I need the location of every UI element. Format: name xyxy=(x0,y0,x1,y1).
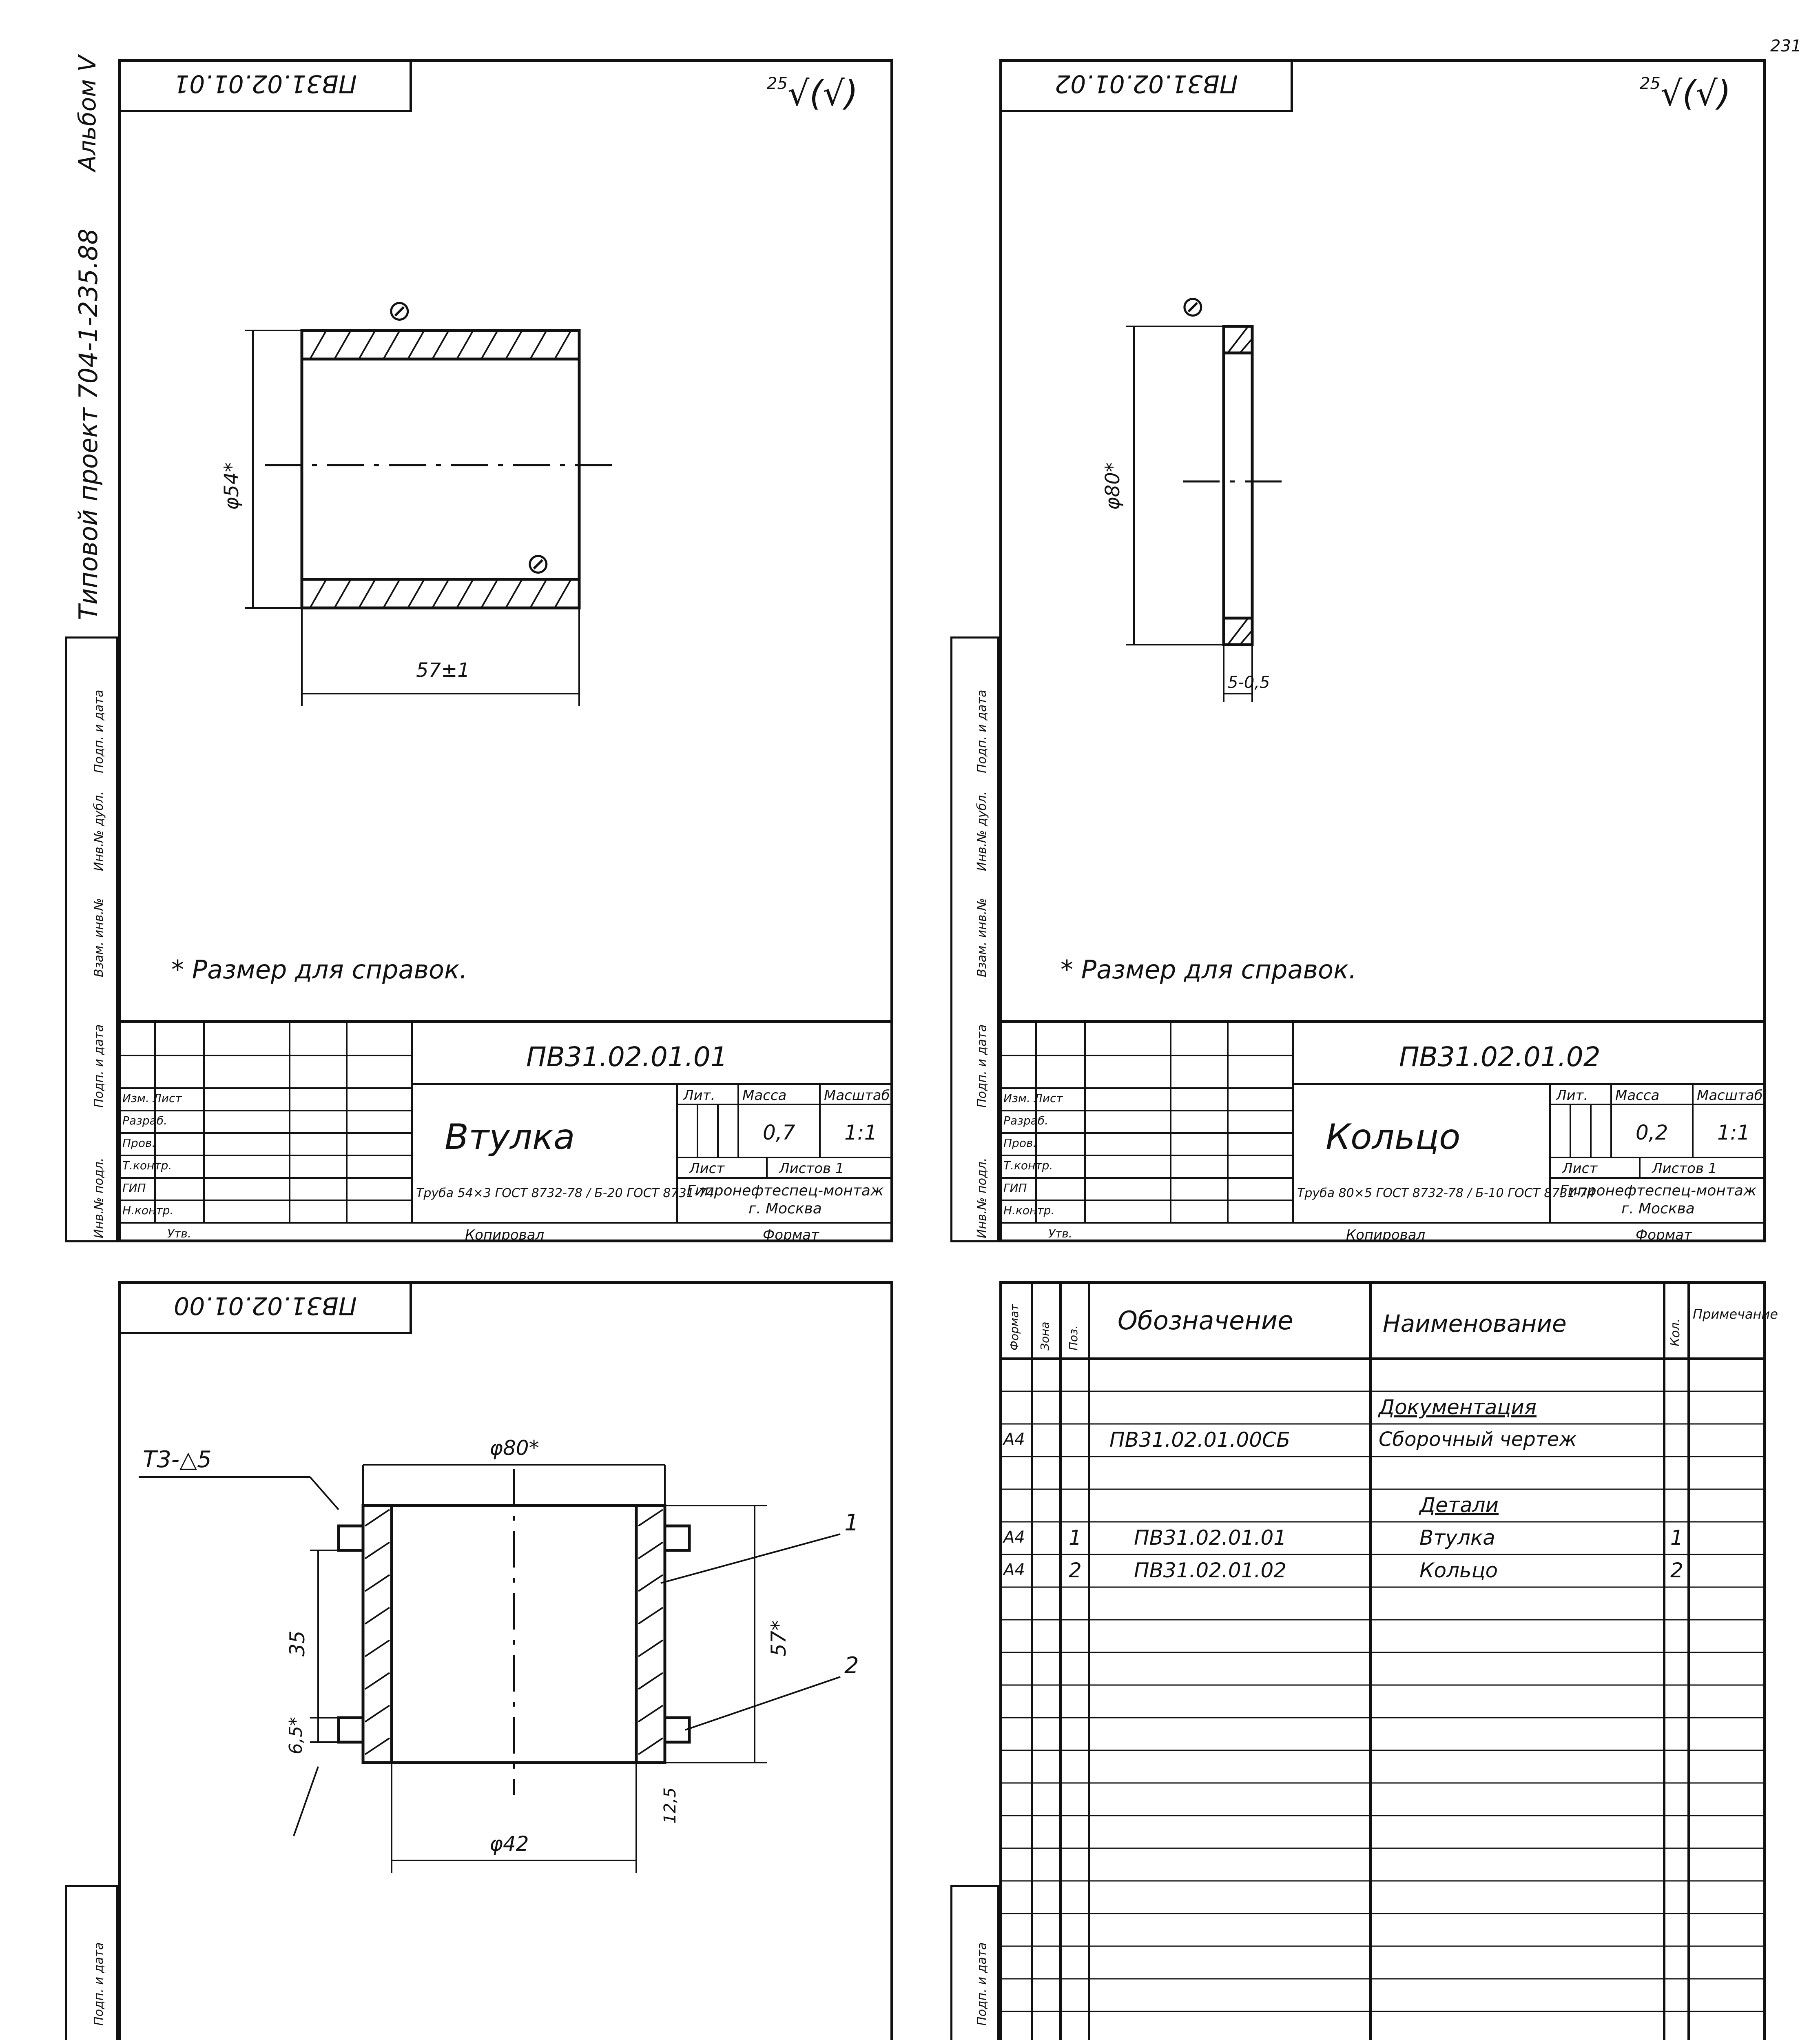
sleeve-tb-row-1: Разраб. xyxy=(122,1114,168,1127)
spec-row-4-pos: 2 xyxy=(1069,1559,1082,1582)
sleeve-weld-mark-top: ⊘ xyxy=(387,294,412,327)
page-number: 231 xyxy=(1770,37,1802,55)
ring-roughness: $^{25}$√(√) xyxy=(1640,73,1731,113)
sleeve-tb-row-6: Утв. xyxy=(167,1227,191,1240)
sleeve-tb-mass-label: Масса xyxy=(742,1087,787,1104)
sleeve-tb-format: Формат xyxy=(763,1227,819,1243)
sleeve-roughness: $^{25}$√(√) xyxy=(767,73,858,113)
ring-note: * Размер для справок. xyxy=(1061,955,1357,985)
ring-tb-mass-label: Масса xyxy=(1615,1087,1660,1104)
ring-tb-row-1: Разраб. xyxy=(1003,1114,1049,1127)
ring-thickness-dim: 5-0,5 xyxy=(1228,673,1270,692)
stamp-col-1-1: Подп. и дата xyxy=(92,1024,106,1108)
ring-tb-scale: 1:1 xyxy=(1717,1121,1750,1144)
ring-tb-row-0: Изм. Лист xyxy=(1003,1091,1063,1105)
assembly-gap-dim: 35 xyxy=(286,1630,309,1656)
spec-header-qty: Кол. xyxy=(1668,1318,1683,1346)
ring-corner-code: ПВ31.02.01.02 xyxy=(1054,69,1238,98)
sleeve-tb-row-4: ГИП xyxy=(122,1181,146,1195)
spec-header-format: Формат xyxy=(1007,1304,1021,1350)
ring-weld-mark: ⊘ xyxy=(1181,290,1205,323)
project-label: Типовой проект 704-1-235.88 xyxy=(73,228,103,620)
sleeve-tb-name: Втулка xyxy=(445,1117,575,1157)
sleeve-tb-sheet: Лист xyxy=(689,1160,725,1177)
ring-tb-name: Кольцо xyxy=(1326,1117,1461,1157)
spec-row-1-designation: ПВ31.02.01.00СБ xyxy=(1109,1428,1291,1452)
stamp-col-2-1: Подп. и дата xyxy=(975,1024,989,1108)
sleeve-tb-row-3: Т.контр. xyxy=(122,1159,172,1172)
spec-row-1-name: Сборочный чертеж xyxy=(1379,1428,1577,1451)
sleeve-tb-org: Гипронефтеспец-монтаж г. Москва xyxy=(686,1182,884,1217)
spec-row-4-name: Кольцо xyxy=(1419,1559,1498,1582)
spec-row-1-format: А4 xyxy=(1003,1430,1025,1449)
sleeve-weld-mark-bottom: ⊘ xyxy=(526,547,550,580)
stamp-col-3-4: Подп. и дата xyxy=(92,1942,106,2026)
stamp-col-2-2: Взам. инв.№ xyxy=(975,898,989,977)
stamp-col-2-3: Инв.№ дубл. xyxy=(975,791,989,871)
spec-row-4-format: А4 xyxy=(1003,1561,1025,1579)
ring-diameter-dim: φ80* xyxy=(1101,462,1124,510)
ring-tb-mass: 0,2 xyxy=(1636,1121,1668,1144)
stamp-col-4-4: Подп. и дата xyxy=(975,1942,989,2026)
sleeve-corner-code: ПВ31.02.01.01 xyxy=(173,69,357,98)
ring-tb-row-2: Пров. xyxy=(1003,1136,1037,1150)
ring-tb-lit: Лит. xyxy=(1556,1087,1588,1104)
assembly-corner-code: ПВ31.02.01.00 xyxy=(173,1291,357,1320)
assembly-roughness-dim: 12,5 xyxy=(661,1787,680,1824)
sleeve-tb-scale: 1:1 xyxy=(844,1121,877,1144)
spec-header-name: Наименование xyxy=(1383,1310,1567,1337)
sleeve-tb-mass: 0,7 xyxy=(763,1121,795,1144)
assembly-outer-dim: φ80* xyxy=(489,1436,539,1460)
assembly-pos-2: 2 xyxy=(844,1652,859,1679)
stamp-col-1-2: Взам. инв.№ xyxy=(92,898,106,977)
ring-tb-designation: ПВ31.02.01.02 xyxy=(1399,1041,1601,1073)
spec-row-3-pos: 1 xyxy=(1069,1526,1082,1550)
ring-tb-row-3: Т.контр. xyxy=(1003,1159,1053,1172)
assembly-lower-dim: 6,5* xyxy=(286,1717,306,1754)
assembly-pos-1: 1 xyxy=(844,1510,859,1536)
sleeve-tb-row-2: Пров. xyxy=(122,1136,156,1150)
spec-row-3-format: А4 xyxy=(1003,1528,1025,1547)
ring-tb-sheet: Лист xyxy=(1562,1160,1598,1177)
sleeve-note: * Размер для справок. xyxy=(171,955,468,985)
assembly-inner-dim: φ42 xyxy=(489,1832,529,1856)
album-label: Альбом V xyxy=(73,55,101,171)
ring-tb-scale-label: Масштаб xyxy=(1697,1087,1763,1104)
sleeve-tb-row-0: Изм. Лист xyxy=(122,1091,182,1105)
assembly-weld-symbol: Т3-△5 xyxy=(143,1446,212,1473)
stamp-col-2-0: Инв.№ подл. xyxy=(975,1157,989,1238)
sleeve-length-dim: 57±1 xyxy=(416,659,470,682)
spec-row-4-qty: 2 xyxy=(1670,1559,1683,1582)
ring-tb-sheets: Листов 1 xyxy=(1652,1160,1717,1177)
spec-header-pos: Поз. xyxy=(1067,1325,1080,1350)
sleeve-tb-material: Труба 54×3 ГОСТ 8732-78 / Б-20 ГОСТ 8731-74 xyxy=(416,1186,714,1200)
ring-tb-row-6: Утв. xyxy=(1048,1227,1072,1240)
assembly-height-dim: 57* xyxy=(767,1620,790,1656)
spec-header-zone: Зона xyxy=(1038,1322,1052,1350)
ring-tb-format: Формат xyxy=(1636,1227,1692,1243)
ring-tb-material: Труба 80×5 ГОСТ 8732-78 / Б-10 ГОСТ 8731-74 xyxy=(1297,1186,1595,1200)
sleeve-tb-row-5: Н.контр. xyxy=(122,1204,174,1217)
spec-row-2-name: Детали xyxy=(1419,1493,1499,1517)
stamp-col-1-3: Инв.№ дубл. xyxy=(92,791,106,871)
spec-row-3-qty: 1 xyxy=(1670,1526,1683,1550)
sleeve-tb-scale-label: Масштаб xyxy=(824,1087,890,1104)
sleeve-diameter-dim: φ54* xyxy=(220,462,243,510)
sleeve-tb-designation: ПВ31.02.01.01 xyxy=(526,1041,728,1073)
stamp-col-1-0: Инв.№ подл. xyxy=(92,1157,106,1238)
ring-tb-row-4: ГИП xyxy=(1003,1181,1027,1195)
spec-row-3-name: Втулка xyxy=(1419,1526,1495,1550)
spec-header-designation: Обозначение xyxy=(1118,1306,1293,1335)
stamp-col-1-4: Подп. и дата xyxy=(92,690,106,773)
sleeve-tb-copied: Копировал xyxy=(465,1227,545,1243)
sleeve-tb-sheets: Листов 1 xyxy=(779,1160,844,1177)
spec-row-4-designation: ПВ31.02.01.02 xyxy=(1134,1559,1287,1582)
sleeve-tb-lit: Лит. xyxy=(683,1087,715,1104)
ring-tb-copied: Копировал xyxy=(1346,1227,1426,1243)
ring-tb-row-5: Н.контр. xyxy=(1003,1204,1055,1217)
stamp-col-2-4: Подп. и дата xyxy=(975,690,989,773)
spec-row-3-designation: ПВ31.02.01.01 xyxy=(1134,1526,1287,1550)
spec-stamp-column xyxy=(950,1885,999,2040)
ring-tb-org: Гипронефтеспец-монтаж г. Москва xyxy=(1559,1182,1757,1217)
spec-header-note: Примечание xyxy=(1693,1306,1778,1322)
spec-row-0-name: Документация xyxy=(1379,1395,1537,1419)
